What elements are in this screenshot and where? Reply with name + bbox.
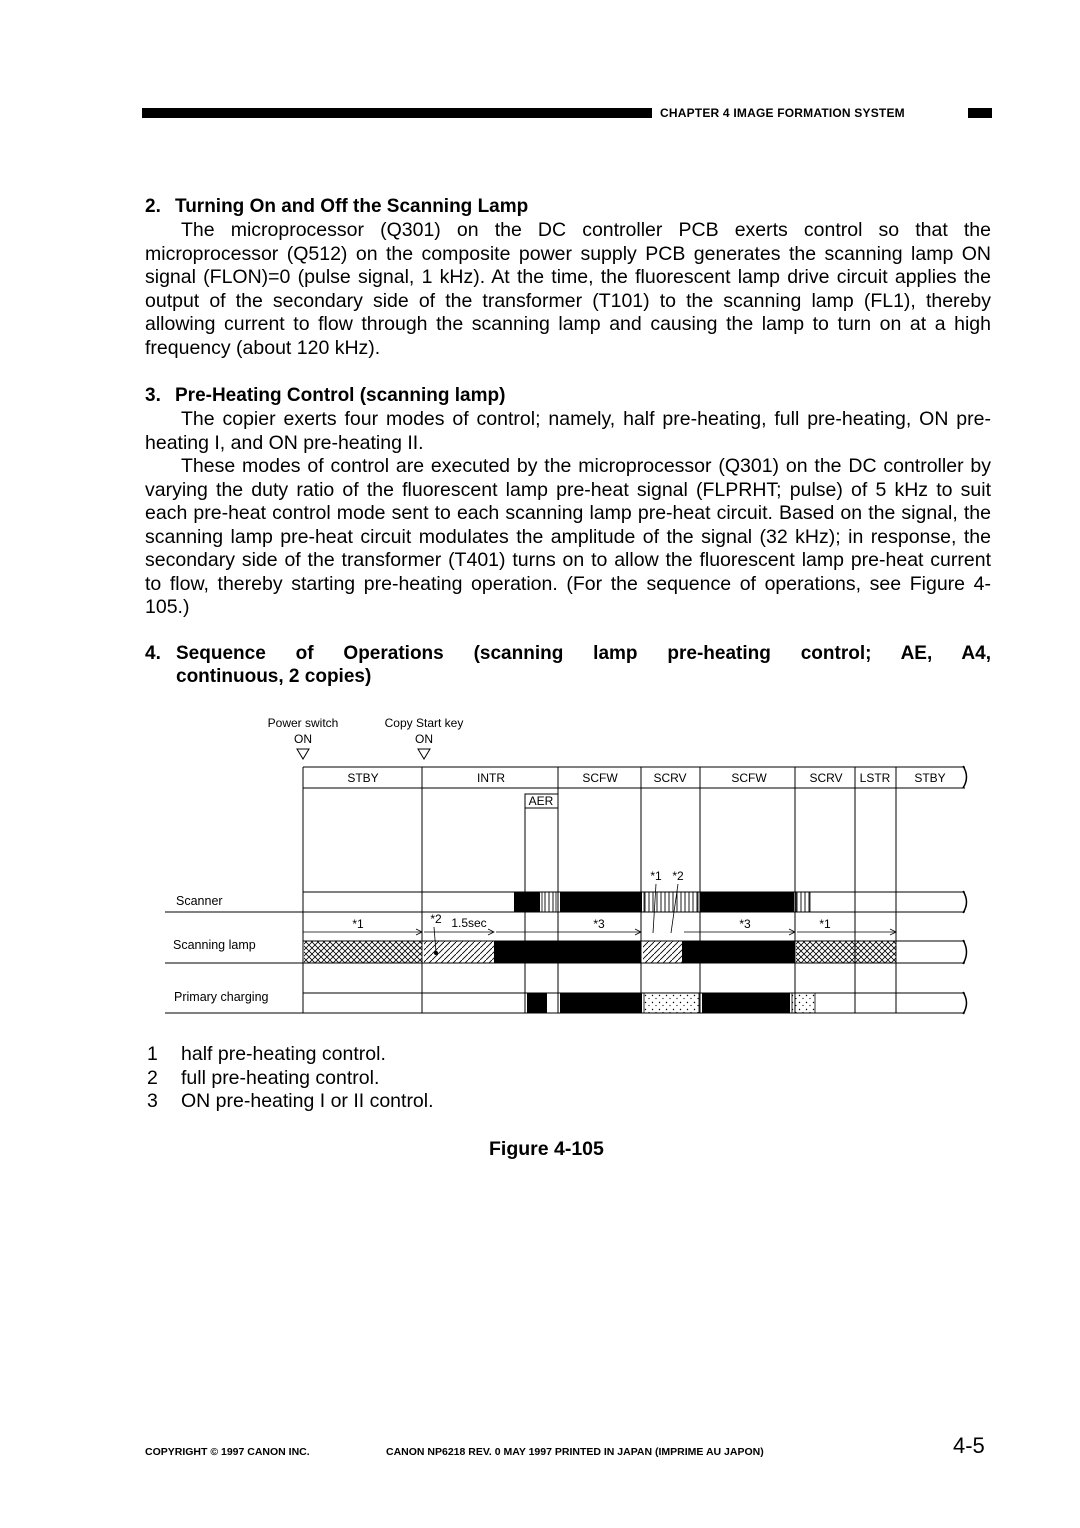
section-2-number: 2.: [145, 196, 161, 217]
power-switch-label: Power switch: [267, 716, 339, 730]
lamp-on-1: [494, 941, 641, 963]
phase-scfw-1: SCFW: [582, 771, 618, 785]
mark-star3-b: *3: [739, 917, 751, 931]
footer-document: CANON NP6218 REV. 0 MAY 1997 PRINTED IN JAPAN (IMPRIME AU JAPON): [386, 1446, 764, 1458]
mark-star1-b: *1: [819, 917, 831, 931]
figure-notes: [147, 1043, 434, 1114]
phase-scrv-2: SCRV: [809, 771, 843, 785]
copy-start-on-label: ON: [415, 732, 433, 746]
note-2: [147, 1067, 434, 1091]
copy-start-label: Copy Start key: [384, 716, 464, 730]
section-3-title: Pre-Heating Control (scanning lamp): [175, 385, 506, 406]
phase-lstr: LSTR: [859, 771, 891, 785]
section-4-title-text-1: Sequence of Operations (scanning lamp pre-heating control; AE, A4,: [176, 643, 991, 664]
lamp-full-preheat-2: [643, 941, 682, 963]
note-3-text: ON pre-heating I or II control.: [181, 1090, 434, 1112]
row-label-scanner: Scanner: [176, 894, 223, 908]
charging-block-2: [560, 993, 642, 1013]
note-1-number: 1: [147, 1043, 158, 1065]
charging-block-3: [702, 993, 790, 1013]
mark-star1-top: *1: [650, 869, 662, 883]
note-1: [147, 1043, 434, 1067]
phase-scfw-2: SCFW: [731, 771, 767, 785]
section-4-number: 4.: [145, 643, 161, 664]
section-3-text-1: The copier exerts four modes of control; namely, half pre-heating, full pre-heating, ON pre-heating I, and ON pre-heating II.: [145, 408, 991, 454]
lamp-full-preheat-1: [424, 941, 494, 963]
phase-stby-1: STBY: [347, 771, 379, 785]
section-3-number: 3.: [145, 385, 161, 406]
duration-label: 1.5sec: [451, 916, 487, 930]
note-3-number: 3: [147, 1090, 158, 1112]
section-2-text: The microprocessor (Q301) on the DC controller PCB exerts control so that the microprocessor (Q512) on the composite power supply PCB generates the scanning lamp ON signal (FLON)=0 (pulse signal, 1 kHz). At the time, the fluorescent lamp drive circuit applies the output of the secondary side of the transformer (T101) to the scanning lamp (FL1), thereby allowing current to flow through the scanning lamp and causing the lamp to turn on at a high frequency (about 120 kHz).: [145, 219, 991, 359]
mark-star1-a: *1: [352, 917, 364, 931]
section-4-title-line-2: continuous, 2 copies): [176, 666, 372, 687]
power-on-label: ON: [294, 732, 312, 746]
note-1-text: half pre-heating control.: [181, 1043, 386, 1065]
note-2-text: full pre-heating control.: [181, 1066, 380, 1089]
section-3-text-2: These modes of control are executed by the microprocessor (Q301) on the DC controller by varying the duty ratio of the fluorescent lamp pre-heat signal (FLPRHT; pulse) of 5 kHz to suit each pre-heat control mode sent to each scanning lamp pre-heat circuit. Based on the signal, the scanning lamp pre-heat circuit modulates the amplitude of the signal (32 kHz); in response, the secondary side of the transformer (T401) turns on to allow the fluorescent lamp pre-heat current to flow, thereby starting pre-heating operation. (For the sequence of operations, see Figure 4-105.): [145, 455, 991, 618]
power-on-marker-icon: [297, 749, 309, 759]
mark-star2-top: *2: [672, 869, 684, 883]
row-label-scanning-lamp: Scanning lamp: [173, 938, 256, 952]
copy-start-marker-icon: [418, 749, 430, 759]
charging-block-1: [527, 993, 547, 1013]
section-2-title: Turning On and Off the Scanning Lamp: [175, 196, 529, 217]
phase-scrv-1: SCRV: [653, 771, 687, 785]
phase-intr: INTR: [477, 771, 505, 785]
note-2-number: 2: [147, 1066, 158, 1089]
row-label-primary-charging: Primary charging: [174, 990, 269, 1004]
scanner-block-1: [514, 892, 540, 912]
phase-stby-2: STBY: [914, 771, 946, 785]
scanner-block-3: [700, 892, 794, 912]
lamp-half-preheat-1: [304, 941, 422, 963]
mark-star3-a: *3: [593, 917, 605, 931]
note-3: [147, 1090, 434, 1114]
scanner-block-2: [560, 892, 642, 912]
mark-star2-a: *2: [430, 912, 442, 926]
figure-caption: Figure 4-105: [489, 1138, 604, 1160]
lamp-half-preheat-2: [796, 941, 896, 963]
aer-label: AER: [528, 794, 554, 808]
page-number: 4-5: [953, 1433, 985, 1458]
lamp-on-2: [682, 941, 795, 963]
footer-copyright: COPYRIGHT © 1997 CANON INC.: [145, 1446, 310, 1458]
chapter-header: CHAPTER 4 IMAGE FORMATION SYSTEM: [660, 106, 905, 120]
